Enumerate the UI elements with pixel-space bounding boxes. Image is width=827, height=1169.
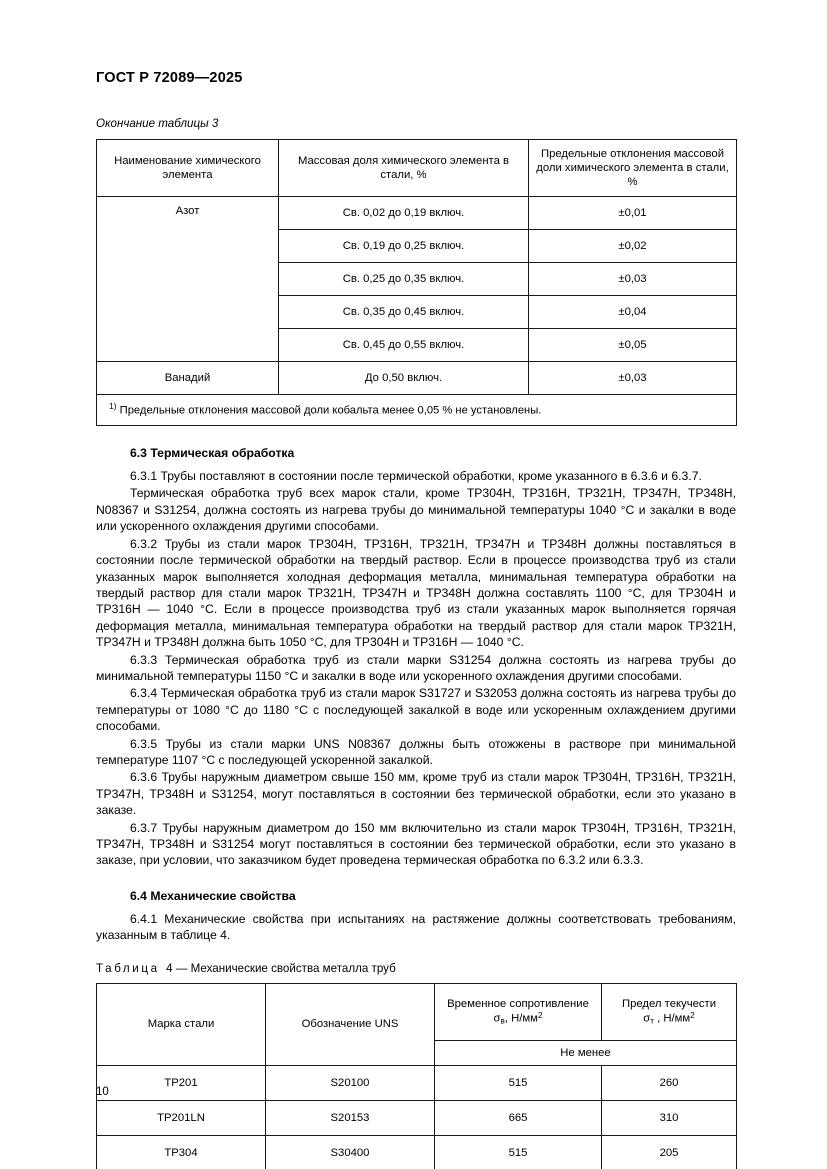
- table4-cell-uns: S20100: [266, 1065, 435, 1100]
- table-row: [97, 1065, 737, 1100]
- paragraph-6-3-3: 6.3.3 Термическая обработка труб из стали марки S31254 должна состоять из нагрева трубы до минимальной температуры 1150 °С и закалки в воде или ускоренного охлаждения другими способами.: [96, 652, 736, 683]
- table4-cell-uns: S20153: [266, 1100, 435, 1135]
- table3-cell-fraction: Св. 0,02 до 0,19 включ.: [279, 197, 529, 230]
- table3-cell-deviation: ±0,01: [529, 197, 737, 230]
- table4-header-yield-label: Предел текучести: [621, 997, 716, 1010]
- table4-caption-label: Таблица: [96, 961, 160, 975]
- sigma-b-symbol: σ: [493, 1012, 501, 1025]
- table4-cell-grade: ТР201: [97, 1065, 266, 1100]
- table-row: [97, 362, 737, 395]
- table4-caption-title: — Механические свойства металла труб: [175, 961, 396, 975]
- sigma-b-subscript: в: [500, 1016, 505, 1026]
- paragraph-6-3-7: 6.3.7 Трубы наружным диаметром до 150 мм включительно из стали марок ТР304Н, ТР316Н, ТР321Н, ТР347Н, ТР348Н и S31254 могут поставляться в состоянии без термической обработки, если это указано в заказе, при условии, что заказчиком будет проведена термическая обработка по 6.3.2 или 6.3.3.: [96, 820, 736, 868]
- table4-caption: [96, 962, 736, 975]
- paragraph-6-3-6: 6.3.6 Трубы наружным диаметром свыше 150 мм, кроме труб из стали марок ТР304Н, ТР316Н, ТР321Н, ТР347Н, ТР348Н и S31254, могут поставляться в состоянии без термической обработки, если это указано в заказе.: [96, 770, 736, 818]
- table4-cell-yield: 310: [602, 1100, 737, 1135]
- table4-cell-tensile: 515: [435, 1065, 602, 1100]
- paragraph-6-3-2: 6.3.2 Трубы из стали марок ТР304Н, ТР316Н, ТР321Н, ТР347Н и ТР348Н должны поставляться в состоянии после термической обработки на твердый раствор. Если в процессе производства труб из стали указанных марок выполняется холодная деформация металла, минимальная температура обработки на твердый раствор для стали марок ТР321Н, ТР347Н и ТР348Н должна составлять 1100 °С, для ТР304Н и ТР316Н — 1040 °С. Если в процессе производства труб из стали указанных марок выполняется горячая деформация металла, минимальная температура обработки на твердый раствор для стали марок ТР321Н, ТР347Н и ТР348Н должна быть 1050 °С, для ТР304Н и ТР316Н — 1040 °С.: [96, 536, 736, 650]
- table4-header-tensile-label: Временное сопротивление: [447, 997, 589, 1010]
- table4-cell-grade: ТР304: [97, 1135, 266, 1169]
- section-heading-6-4: 6.4 Механические свойства: [130, 888, 296, 903]
- footnote-marker: 1): [109, 401, 117, 412]
- table3-cell-deviation: ±0,03: [529, 263, 737, 296]
- table4-cell-tensile: 515: [435, 1135, 602, 1169]
- table3-cell-fraction: Св. 0,45 до 0,55 включ.: [279, 329, 529, 362]
- table3-cell-fraction: Св. 0,19 до 0,25 включ.: [279, 230, 529, 263]
- table3-cell-deviation: ±0,03: [529, 362, 737, 395]
- table-row: [97, 1135, 737, 1169]
- page-number: 10: [96, 1086, 109, 1098]
- table3-header-deviation: Предельные отклонения массовой доли химического элемента в стали, %: [529, 140, 737, 197]
- table3-cell-deviation: ±0,04: [529, 296, 737, 329]
- table3-cell-fraction: Св. 0,25 до 0,35 включ.: [279, 263, 529, 296]
- paragraph-6-4-1: 6.4.1 Механические свойства при испытаниях на растяжение должны соответствовать требованиям, указанным в таблице 4.: [96, 911, 736, 943]
- table3-header-fraction: Массовая доля химического элемента в стали, %: [279, 140, 529, 197]
- paragraph-6-3-4: 6.3.4 Термическая обработка труб из стали марок S31727 и S32053 должна состоять из нагрева трубы до температуры от 1080 °С до 1180 °С с последующей закалкой в воде или ускоренным охлаждением другими способами.: [96, 686, 736, 734]
- table4-header-tensile-strength: [435, 983, 602, 1040]
- tensile-units: , Н/мм: [504, 1012, 538, 1025]
- page-content: [96, 0, 736, 1169]
- table3-chemical-composition: [96, 139, 737, 426]
- yield-units-exponent: 2: [690, 1010, 695, 1020]
- sigma-t-symbol: σ: [643, 1012, 651, 1025]
- table3-cell-deviation: ±0,02: [529, 230, 737, 263]
- table3-cell-fraction: Св. 0,35 до 0,45 включ.: [279, 296, 529, 329]
- sigma-t-subscript: т: [650, 1016, 654, 1026]
- table-header-row: [97, 983, 737, 1040]
- table4-header-yield-strength: [602, 983, 737, 1040]
- table3-footnote-row: [97, 395, 737, 426]
- table-header-row: [97, 140, 737, 197]
- tensile-units-exponent: 2: [537, 1010, 543, 1020]
- standard-number-header: ГОСТ Р 72089—2025: [96, 70, 243, 86]
- table4-header-uns: Обозначение UNS: [266, 983, 435, 1065]
- table3-cell-deviation: ±0,05: [529, 329, 737, 362]
- section-heading-6-3: 6.3 Термическая обработка: [130, 446, 295, 461]
- footnote-text: Предельные отклонения массовой доли кобальта менее 0,05 % не установлены.: [119, 405, 542, 418]
- table4-cell-yield: 205: [602, 1135, 737, 1169]
- paragraph-6-3-1-cont: Термическая обработка труб всех марок стали, кроме ТР304Н, ТР316Н, ТР321Н, ТР347Н, ТР348Н, N08367 и S31254, должна состоять из нагрева трубы до минимальной температуры 1040 °С и закалки в воде или ускоренного охлаждения другими способами.: [96, 486, 736, 534]
- paragraph-6-3-1: 6.3.1 Трубы поставляют в состоянии после термической обработки, кроме указанного в 6.3.6 и 6.3.7.: [130, 469, 702, 484]
- table3-cell-element: Азот: [97, 197, 279, 362]
- yield-units: , Н/мм: [653, 1012, 691, 1025]
- table-row: [97, 197, 737, 230]
- table3-header-element: Наименование химического элемента: [97, 140, 279, 197]
- table4-header-not-less: Не менее: [435, 1040, 737, 1065]
- table4-cell-yield: 260: [602, 1065, 737, 1100]
- table4-cell-grade: ТР201LN: [97, 1100, 266, 1135]
- table4-header-steel-grade: Марка стали: [97, 983, 266, 1065]
- table4-caption-number: 4: [166, 961, 173, 975]
- table3-cell-element: Ванадий: [97, 362, 279, 395]
- table3-footnote: [97, 395, 737, 426]
- paragraph-6-3-5: 6.3.5 Трубы из стали марки UNS N08367 должны быть отожжены в растворе при минимальной температуре 1107 °С с последующей ускоренной закалкой.: [96, 736, 736, 767]
- table3-cell-fraction: До 0,50 включ.: [279, 362, 529, 395]
- table4-cell-tensile: 665: [435, 1100, 602, 1135]
- table4-cell-uns: S30400: [266, 1135, 435, 1169]
- table-row: [97, 1100, 737, 1135]
- table3-caption: Окончание таблицы 3: [96, 117, 219, 130]
- table4-mechanical-properties: [96, 983, 737, 1169]
